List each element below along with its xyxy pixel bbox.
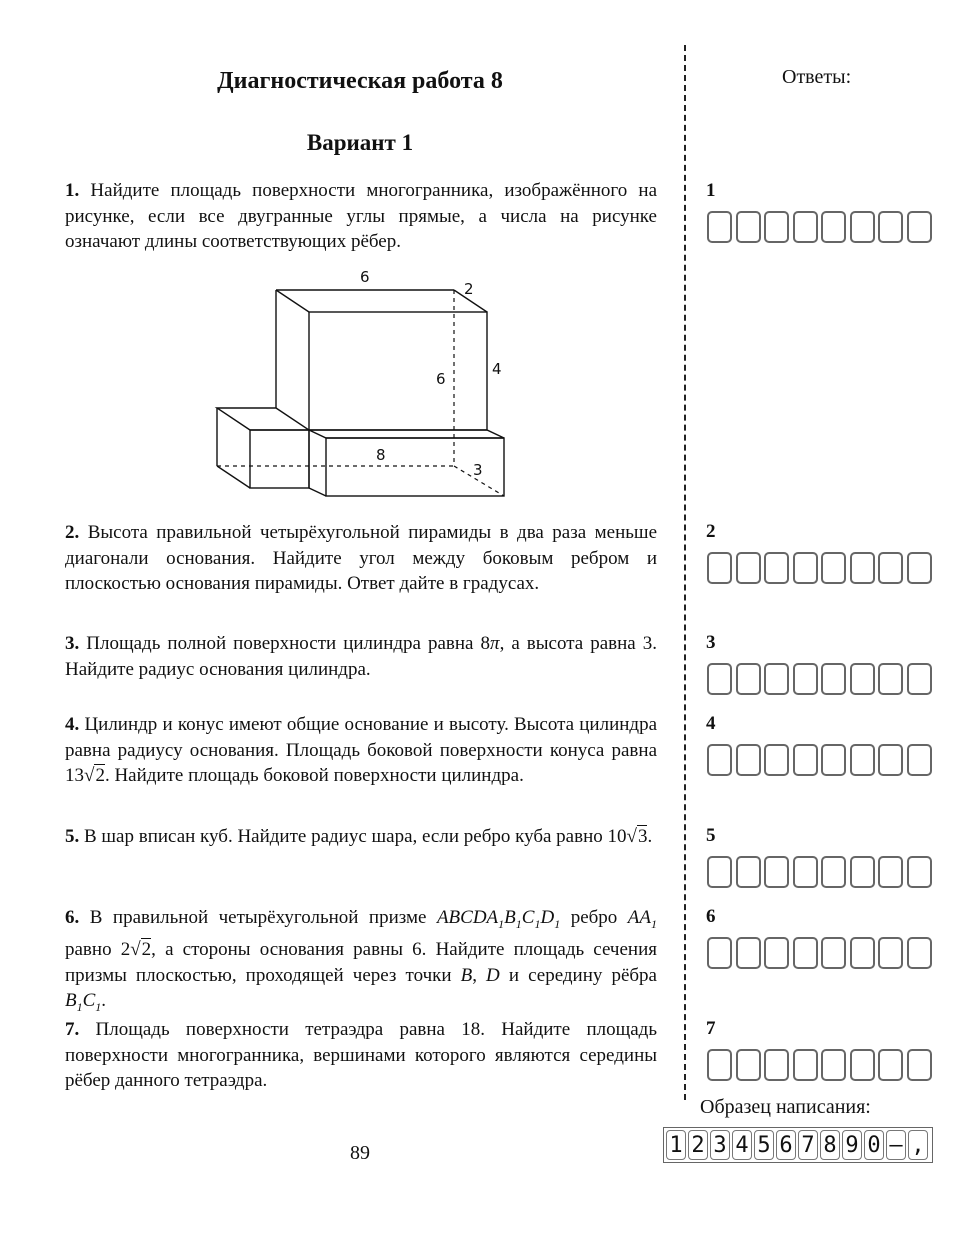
sample-char: 1 bbox=[666, 1130, 686, 1160]
answer-number-7: 7 bbox=[706, 1018, 716, 1039]
answer-field-1[interactable] bbox=[707, 211, 935, 243]
sample-char: 2 bbox=[688, 1130, 708, 1160]
problem-text: Площадь поверхности тетраэдра равна 18. Найдите площадь поверхности многогранника, вершинами которого являются середины рёбер данного тетраэдра. bbox=[65, 1019, 657, 1091]
answer-field-4[interactable] bbox=[707, 744, 935, 776]
problem-text: Цилиндр и конус имеют общие основание и высоту. Высота цилиндра равна радиусу основания. Площадь боковой поверхности конуса равна 13 bbox=[65, 714, 658, 786]
problem-text: Найдите площадь поверхности многогранника, изображённого на рисунке, если все двугранные углы прямые, а числа на рисунке означают длины соответствующих рёбер. bbox=[65, 180, 658, 252]
problem-text: и середину рёбра bbox=[499, 964, 657, 986]
sample-char: 4 bbox=[732, 1130, 752, 1160]
problem-3 bbox=[65, 631, 657, 682]
answer-field-6[interactable] bbox=[707, 937, 935, 969]
problem-text: . bbox=[647, 826, 653, 847]
edge-label-8: 8 bbox=[376, 446, 386, 464]
problem-number: 6. bbox=[65, 907, 80, 928]
problem-2 bbox=[65, 520, 657, 597]
edge-name: $AA_1$ bbox=[627, 907, 657, 931]
problem-text: В шар вписан куб. Найдите радиус шара, если ребро куба равно 10 bbox=[84, 826, 627, 847]
answer-number-5: 5 bbox=[706, 825, 716, 846]
polyhedron-figure bbox=[210, 262, 510, 502]
problem-text: , а высота равна 3. Найдите радиус основания цилиндра. bbox=[65, 633, 658, 680]
edge-label-6-top: 6 bbox=[360, 268, 370, 286]
answer-number-1: 1 bbox=[706, 180, 716, 201]
sample-char: 0 bbox=[864, 1130, 884, 1160]
problem-number: 1. bbox=[65, 180, 80, 201]
sample-char: 5 bbox=[754, 1130, 774, 1160]
sample-char: , bbox=[908, 1130, 928, 1160]
sqrt-radicand: 2 bbox=[141, 939, 152, 961]
problem-6: 6. В правильной четырёхугольной призме $ABCDA_1B_1C_1D_1$ ребро $AA_1$ равно 2√2, а стороны основания равны 6. Найдите площадь сечения призмы плоскостью, проходящей через точки B, D и середину рёбра $B_1C_1$. bbox=[65, 907, 658, 1015]
sample-char: 8 bbox=[820, 1130, 840, 1160]
sqrt-radicand: 2 bbox=[95, 765, 105, 786]
dashed-divider bbox=[684, 45, 686, 1100]
answer-field-2[interactable] bbox=[707, 552, 935, 584]
sample-char: 7 bbox=[798, 1130, 818, 1160]
page-title: Диагностическая работа 8 bbox=[217, 68, 503, 94]
problem-text: равно 2 bbox=[65, 939, 131, 961]
answer-number-2: 2 bbox=[706, 521, 716, 542]
edge-b1c1: $B_1C_1$ bbox=[65, 990, 102, 1015]
sample-label: Образец написания: bbox=[700, 1096, 871, 1118]
edge-label-2: 2 bbox=[464, 280, 474, 298]
prism-name: $ABCDA_1B_1C_1D_1$ bbox=[436, 907, 561, 931]
problem-number: 7. bbox=[65, 1019, 80, 1040]
edge-label-6-middle: 6 bbox=[436, 370, 446, 388]
problem-text: В правильной четырёхугольной призме bbox=[89, 907, 437, 928]
pi-symbol: π bbox=[490, 633, 500, 654]
sample-char: 9 bbox=[842, 1130, 862, 1160]
problem-number: 2. bbox=[65, 522, 80, 543]
sqrt-radicand: 3 bbox=[637, 826, 648, 847]
problem-number: 3. bbox=[65, 633, 80, 654]
problem-5: 5. В шар вписан куб. Найдите радиус шара, если ребро куба равно 10√3. bbox=[65, 826, 653, 847]
problem-7 bbox=[65, 1017, 657, 1094]
sample-digits bbox=[663, 1127, 933, 1163]
answer-number-6: 6 bbox=[706, 906, 716, 927]
sample-char: 6 bbox=[776, 1130, 796, 1160]
problem-number: 4. bbox=[65, 714, 80, 735]
problem-text: . bbox=[101, 990, 107, 1012]
sample-char: – bbox=[886, 1130, 906, 1160]
edge-label-3: 3 bbox=[473, 461, 483, 479]
problem-text: Площадь полной поверхности цилиндра равна 8 bbox=[86, 633, 491, 654]
answer-field-5[interactable] bbox=[707, 856, 935, 888]
answer-number-3: 3 bbox=[706, 632, 716, 653]
problem-text: Высота правильной четырёхугольной пирамиды в два раза меньше диагонали основания. Найдите угол между боковым ребром и плоскостью основания пирамиды. Ответ дайте в градусах. bbox=[65, 522, 657, 594]
problem-1 bbox=[65, 178, 657, 255]
problem-text: , а стороны основания равны 6. Найдите площадь сечения призмы плоскостью, проходящей через точки bbox=[65, 939, 658, 986]
answer-number-4: 4 bbox=[706, 713, 716, 734]
point-d: D bbox=[486, 964, 500, 986]
problem-4: 4. Цилиндр и конус имеют общие основание и высоту. Высота цилиндра равна радиусу основания. Площадь боковой поверхности конуса равна 13√2. Найдите площадь боковой поверхности цилиндра. bbox=[65, 714, 658, 786]
answer-field-3[interactable] bbox=[707, 663, 935, 695]
answer-field-7[interactable] bbox=[707, 1049, 935, 1081]
answers-heading: Ответы: bbox=[782, 66, 852, 88]
sample-char: 3 bbox=[710, 1130, 730, 1160]
problem-text: . Найдите площадь боковой поверхности цилиндра. bbox=[104, 765, 524, 786]
edge-label-4: 4 bbox=[492, 360, 502, 378]
page-number: 89 bbox=[350, 1142, 370, 1164]
problem-number: 5. bbox=[65, 826, 80, 847]
variant-title: Вариант 1 bbox=[306, 130, 414, 155]
separator: , bbox=[472, 964, 487, 986]
problem-text: ребро bbox=[560, 907, 628, 928]
point-b: B bbox=[460, 964, 473, 986]
